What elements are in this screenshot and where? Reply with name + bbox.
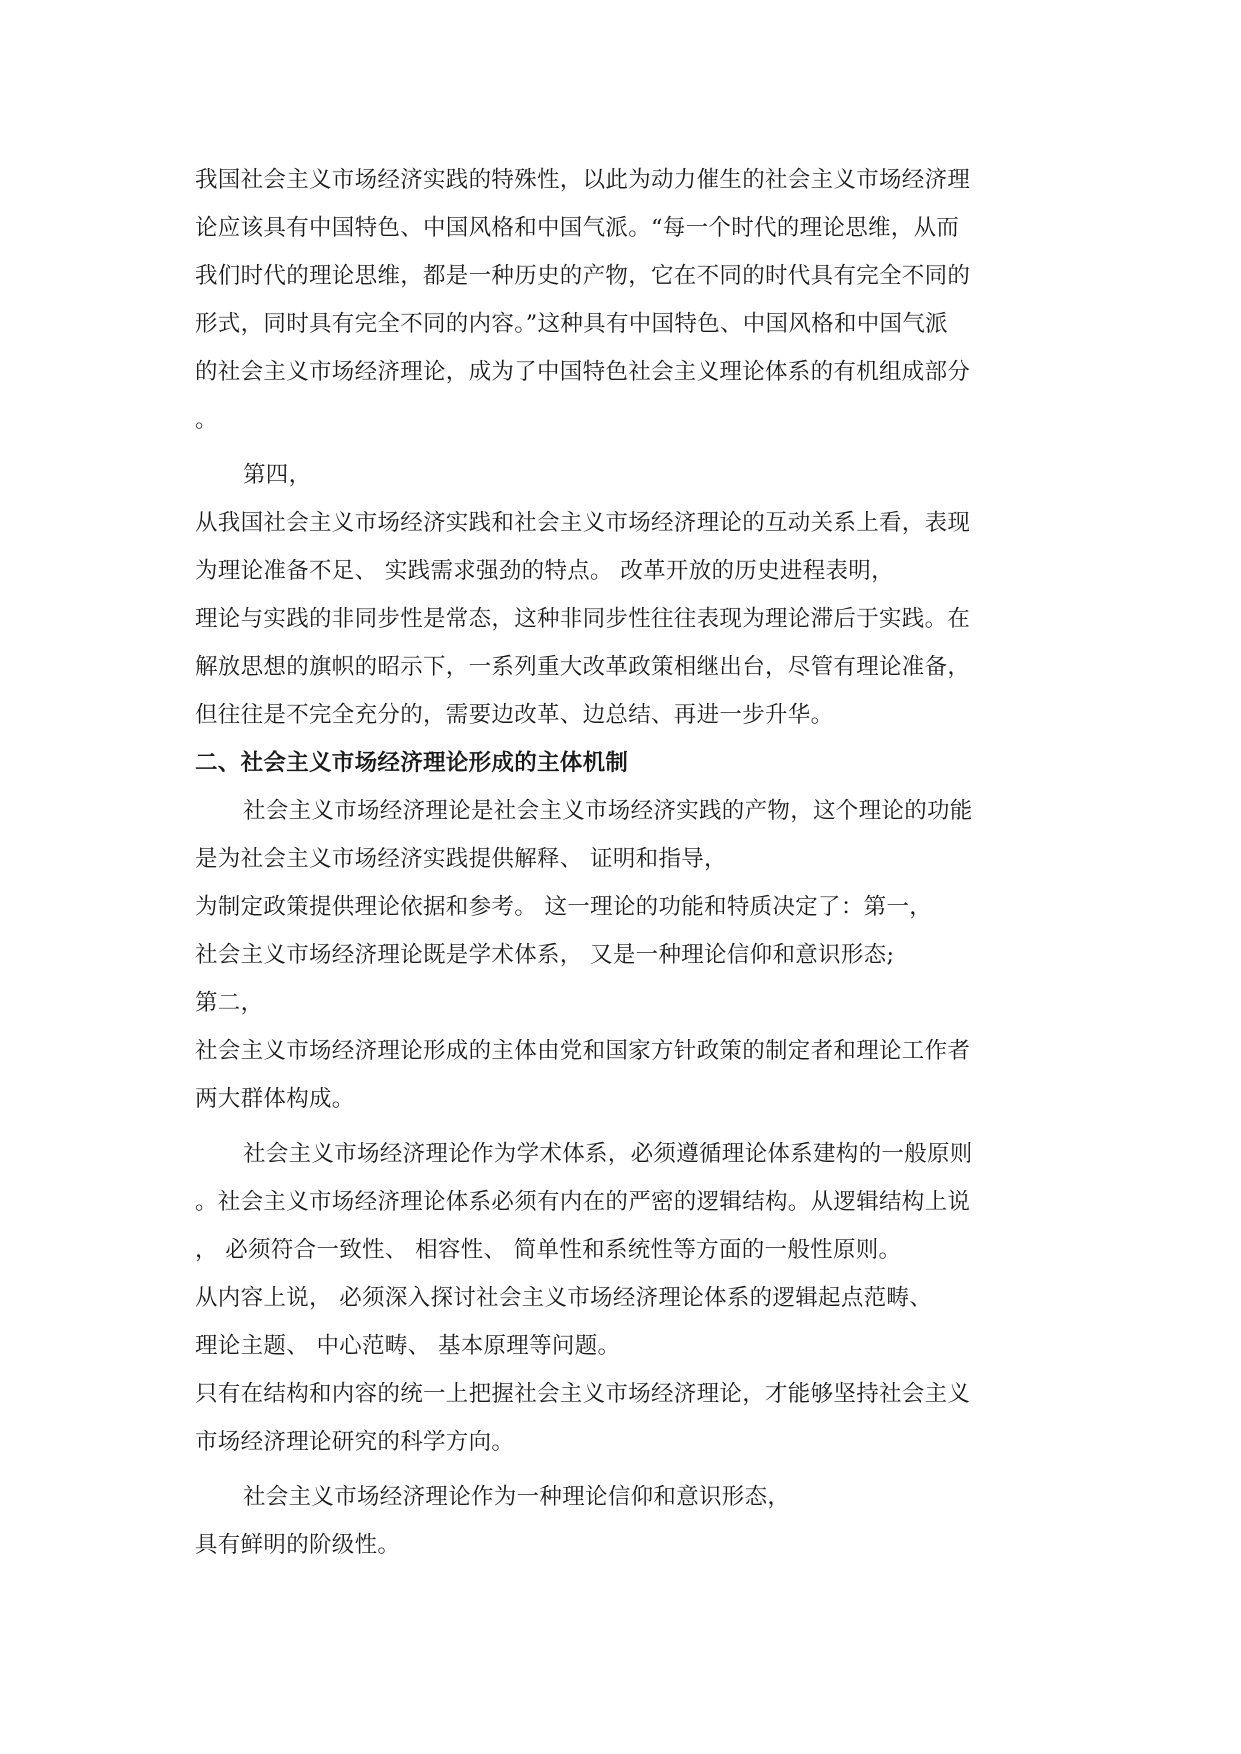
text-line: 我国社会主义市场经济实践的特殊性，以此为动力催生的社会主义市场经济理 — [195, 167, 971, 193]
text-line: 从内容上说， 必须深入探讨社会主义市场经济理论体系的逻辑起点范畴、 — [195, 1285, 933, 1311]
text-line: 。 — [195, 407, 218, 433]
text-line: 形式，同时具有完全不同的内容。”这种具有中国特色、中国风格和中国气派 — [195, 311, 948, 337]
text-line: 从我国社会主义市场经济实践和社会主义市场经济理论的互动关系上看，表现 — [195, 510, 971, 536]
text-line: 是为社会主义市场经济实践提供解释、 证明和指导， — [195, 846, 727, 872]
text-line: 论应该具有中国特色、中国风格和中国气派。“每一个时代的理论思维，从而 — [195, 215, 960, 241]
text-line: 的社会主义市场经济理论，成为了中国特色社会主义理论体系的有机组成部分 — [195, 359, 971, 385]
text-line: 社会主义市场经济理论形成的主体由党和国家方针政策的制定者和理论工作者 — [195, 1038, 971, 1064]
text-line: 但往往是不完全充分的，需要边改革、边总结、再进一步升华。 — [195, 702, 834, 728]
text-line: 第二， — [195, 990, 264, 1016]
text-line: 为制定政策提供理论依据和参考。 这一理论的功能和特质决定了：第一， — [195, 894, 933, 920]
section-heading: 二、社会主义市场经济理论形成的主体机制 — [195, 750, 629, 776]
text-line: 社会主义市场经济理论既是学术体系， 又是一种理论信仰和意识形态; — [195, 942, 895, 968]
text-line: 第四， — [243, 462, 312, 488]
text-line: 社会主义市场经济理论是社会主义市场经济实践的产物，这个理论的功能 — [243, 798, 973, 824]
text-line: 社会主义市场经济理论作为学术体系，必须遵循理论体系建构的一般原则 — [243, 1141, 973, 1167]
text-line: 为理论准备不足、 实践需求强劲的特点。 改革开放的历史进程表明， — [195, 558, 894, 584]
text-line: 只有在结构和内容的统一上把握社会主义市场经济理论，才能够坚持社会主义 — [195, 1381, 971, 1407]
text-line: 两大群体构成。 — [195, 1086, 355, 1112]
text-line: 具有鲜明的阶级性。 — [195, 1532, 401, 1558]
text-line: 。社会主义市场经济理论体系必须有内在的严密的逻辑结构。从逻辑结构上说 — [195, 1189, 971, 1215]
text-line: 市场经济理论研究的科学方向。 — [195, 1429, 515, 1455]
text-line: 社会主义市场经济理论作为一种理论信仰和意识形态， — [243, 1484, 791, 1510]
text-line: 理论与实践的非同步性是常态，这种非同步性往往表现为理论滞后于实践。在 — [195, 606, 971, 632]
text-line: ， 必须符合一致性、 相容性、 简单性和系统性等方面的一般性原则。 — [195, 1237, 902, 1263]
text-line: 理论主题、 中心范畴、 基本原理等问题。 — [195, 1333, 621, 1359]
text-line: 解放思想的旗帜的昭示下，一系列重大改革政策相继出台，尽管有理论准备， — [195, 654, 971, 680]
text-line: 我们时代的理论思维，都是一种历史的产物，它在不同的时代具有完全不同的 — [195, 263, 971, 289]
